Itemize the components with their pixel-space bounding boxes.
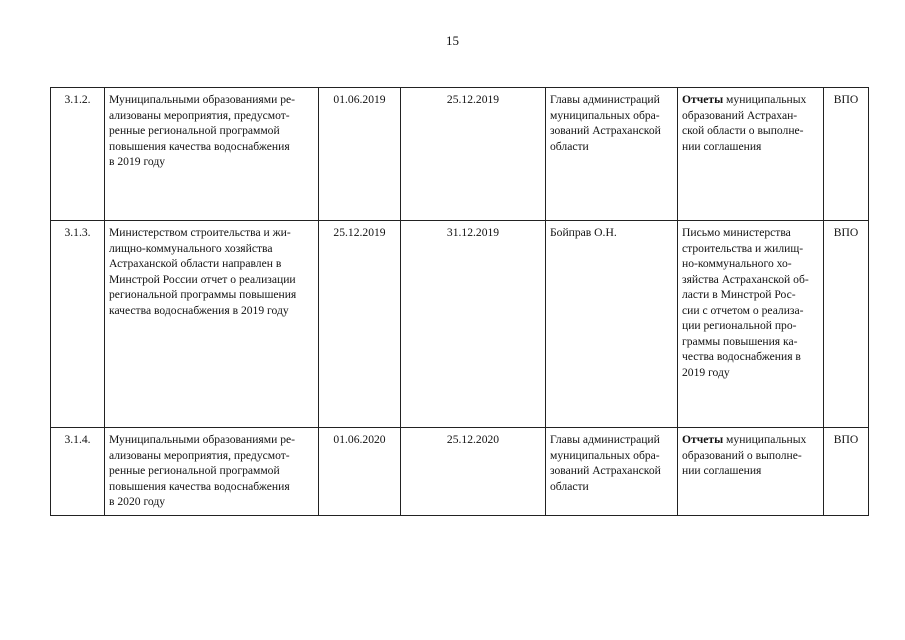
result-text: муниципальных xyxy=(723,93,807,106)
result-text: нии соглашения xyxy=(682,464,762,477)
table-row xyxy=(51,428,869,516)
responsible-line: зований Астраханской xyxy=(550,124,661,137)
description-line: в 2019 году xyxy=(109,155,166,168)
result-line xyxy=(682,303,819,319)
description-line: Минстрой России отчет о реализации xyxy=(109,272,296,286)
description-cell xyxy=(105,428,319,516)
result-text: ской области о выполне- xyxy=(682,124,804,137)
description-line: Муниципальными образованиями ре- xyxy=(109,93,295,106)
description-line: Астраханской области направлен в xyxy=(109,257,282,270)
document-type-cell xyxy=(824,221,869,428)
result-text: зяйства Астраханской об- xyxy=(682,272,809,286)
result-text: образований о выполне- xyxy=(682,448,802,462)
item-number-cell xyxy=(51,88,105,221)
result-line xyxy=(682,241,819,257)
responsible-cell xyxy=(546,428,678,516)
result-text: муниципальных xyxy=(723,433,807,446)
result-line xyxy=(682,349,819,365)
description-line: Министерством строительства и жи- xyxy=(109,226,291,239)
table-row xyxy=(51,221,869,428)
start-date: 01.06.2019 xyxy=(333,93,386,106)
result-text: но-коммунального хо- xyxy=(682,257,792,270)
item-number-cell xyxy=(51,221,105,428)
start-date-cell xyxy=(319,88,401,221)
document-type: ВПО xyxy=(833,226,859,239)
result-line xyxy=(682,256,819,272)
result-line xyxy=(682,272,819,288)
document-type: ВПО xyxy=(833,93,859,106)
description-line: повышения качества водоснабжения xyxy=(109,139,290,153)
result-line xyxy=(682,225,819,241)
responsible-line: зований Астраханской xyxy=(550,464,661,477)
item-number-cell xyxy=(51,428,105,516)
result-text: ласти в Минстрой Рос- xyxy=(682,288,796,301)
item-number: 3.1.2. xyxy=(64,93,91,106)
table-row xyxy=(51,88,869,221)
result-cell xyxy=(678,221,824,428)
end-date-cell xyxy=(401,428,546,516)
description-line: лищно-коммунального хозяйства xyxy=(109,241,273,255)
responsible-cell xyxy=(546,221,678,428)
result-line xyxy=(682,123,819,139)
description-line: ализованы мероприятия, предусмот- xyxy=(109,108,290,122)
result-line xyxy=(682,334,819,350)
description-line: региональной программы повышения xyxy=(109,288,297,301)
item-number: 3.1.3. xyxy=(64,226,91,239)
result-text: ции региональной про- xyxy=(682,319,797,332)
start-date-cell xyxy=(319,428,401,516)
plan-table xyxy=(50,87,869,516)
description-cell xyxy=(105,88,319,221)
responsible-line: муниципальных обра- xyxy=(550,108,660,122)
result-line xyxy=(682,448,819,464)
document-type-cell xyxy=(824,88,869,221)
result-text: образований Астрахан- xyxy=(682,108,798,122)
end-date-cell xyxy=(401,221,546,428)
result-text: чества водоснабжения в xyxy=(682,350,801,363)
responsible-line: Бойправ О.Н. xyxy=(550,226,617,239)
result-line xyxy=(682,139,819,155)
result-line xyxy=(682,287,819,303)
description-cell xyxy=(105,221,319,428)
description-line: ализованы мероприятия, предусмот- xyxy=(109,448,290,462)
description-line: ренные региональной программой xyxy=(109,464,280,477)
responsible-line: муниципальных обра- xyxy=(550,448,660,462)
start-date-cell xyxy=(319,221,401,428)
result-text: нии соглашения xyxy=(682,139,762,153)
result-line xyxy=(682,108,819,124)
result-text: строительства и жилищ- xyxy=(682,241,804,255)
document-type-cell xyxy=(824,428,869,516)
description-line: качества водоснабжения в 2019 году xyxy=(109,303,289,317)
result-line xyxy=(682,318,819,334)
end-date: 31.12.2019 xyxy=(446,226,500,239)
end-date: 25.12.2019 xyxy=(446,93,500,106)
responsible-line: области xyxy=(550,479,589,493)
responsible-line: Главы администраций xyxy=(550,433,660,446)
end-date-cell xyxy=(401,88,546,221)
start-date: 01.06.2020 xyxy=(333,433,386,446)
result-line xyxy=(682,463,819,479)
result-emphasis: Отчеты xyxy=(682,433,724,446)
result-text: сии с отчетом о реализа- xyxy=(682,303,804,317)
start-date: 25.12.2019 xyxy=(333,226,386,239)
document-type: ВПО xyxy=(833,433,859,446)
description-line: Муниципальными образованиями ре- xyxy=(109,433,295,446)
responsible-cell xyxy=(546,88,678,221)
result-text: Письмо министерства xyxy=(682,226,791,239)
result-line xyxy=(682,365,819,381)
description-line: повышения качества водоснабжения xyxy=(109,479,290,493)
result-text: 2019 году xyxy=(682,365,730,379)
responsible-line: Главы администраций xyxy=(550,93,660,106)
item-number: 3.1.4. xyxy=(64,433,91,446)
result-line xyxy=(682,432,819,448)
description-line: ренные региональной программой xyxy=(109,124,280,137)
end-date: 25.12.2020 xyxy=(446,433,500,446)
result-emphasis: Отчеты xyxy=(682,93,724,106)
page-number: 15 xyxy=(446,33,459,48)
result-text: граммы повышения ка- xyxy=(682,334,798,348)
result-cell xyxy=(678,428,824,516)
responsible-line: области xyxy=(550,139,589,153)
result-cell xyxy=(678,88,824,221)
result-line xyxy=(682,92,819,108)
description-line: в 2020 году xyxy=(109,495,166,508)
